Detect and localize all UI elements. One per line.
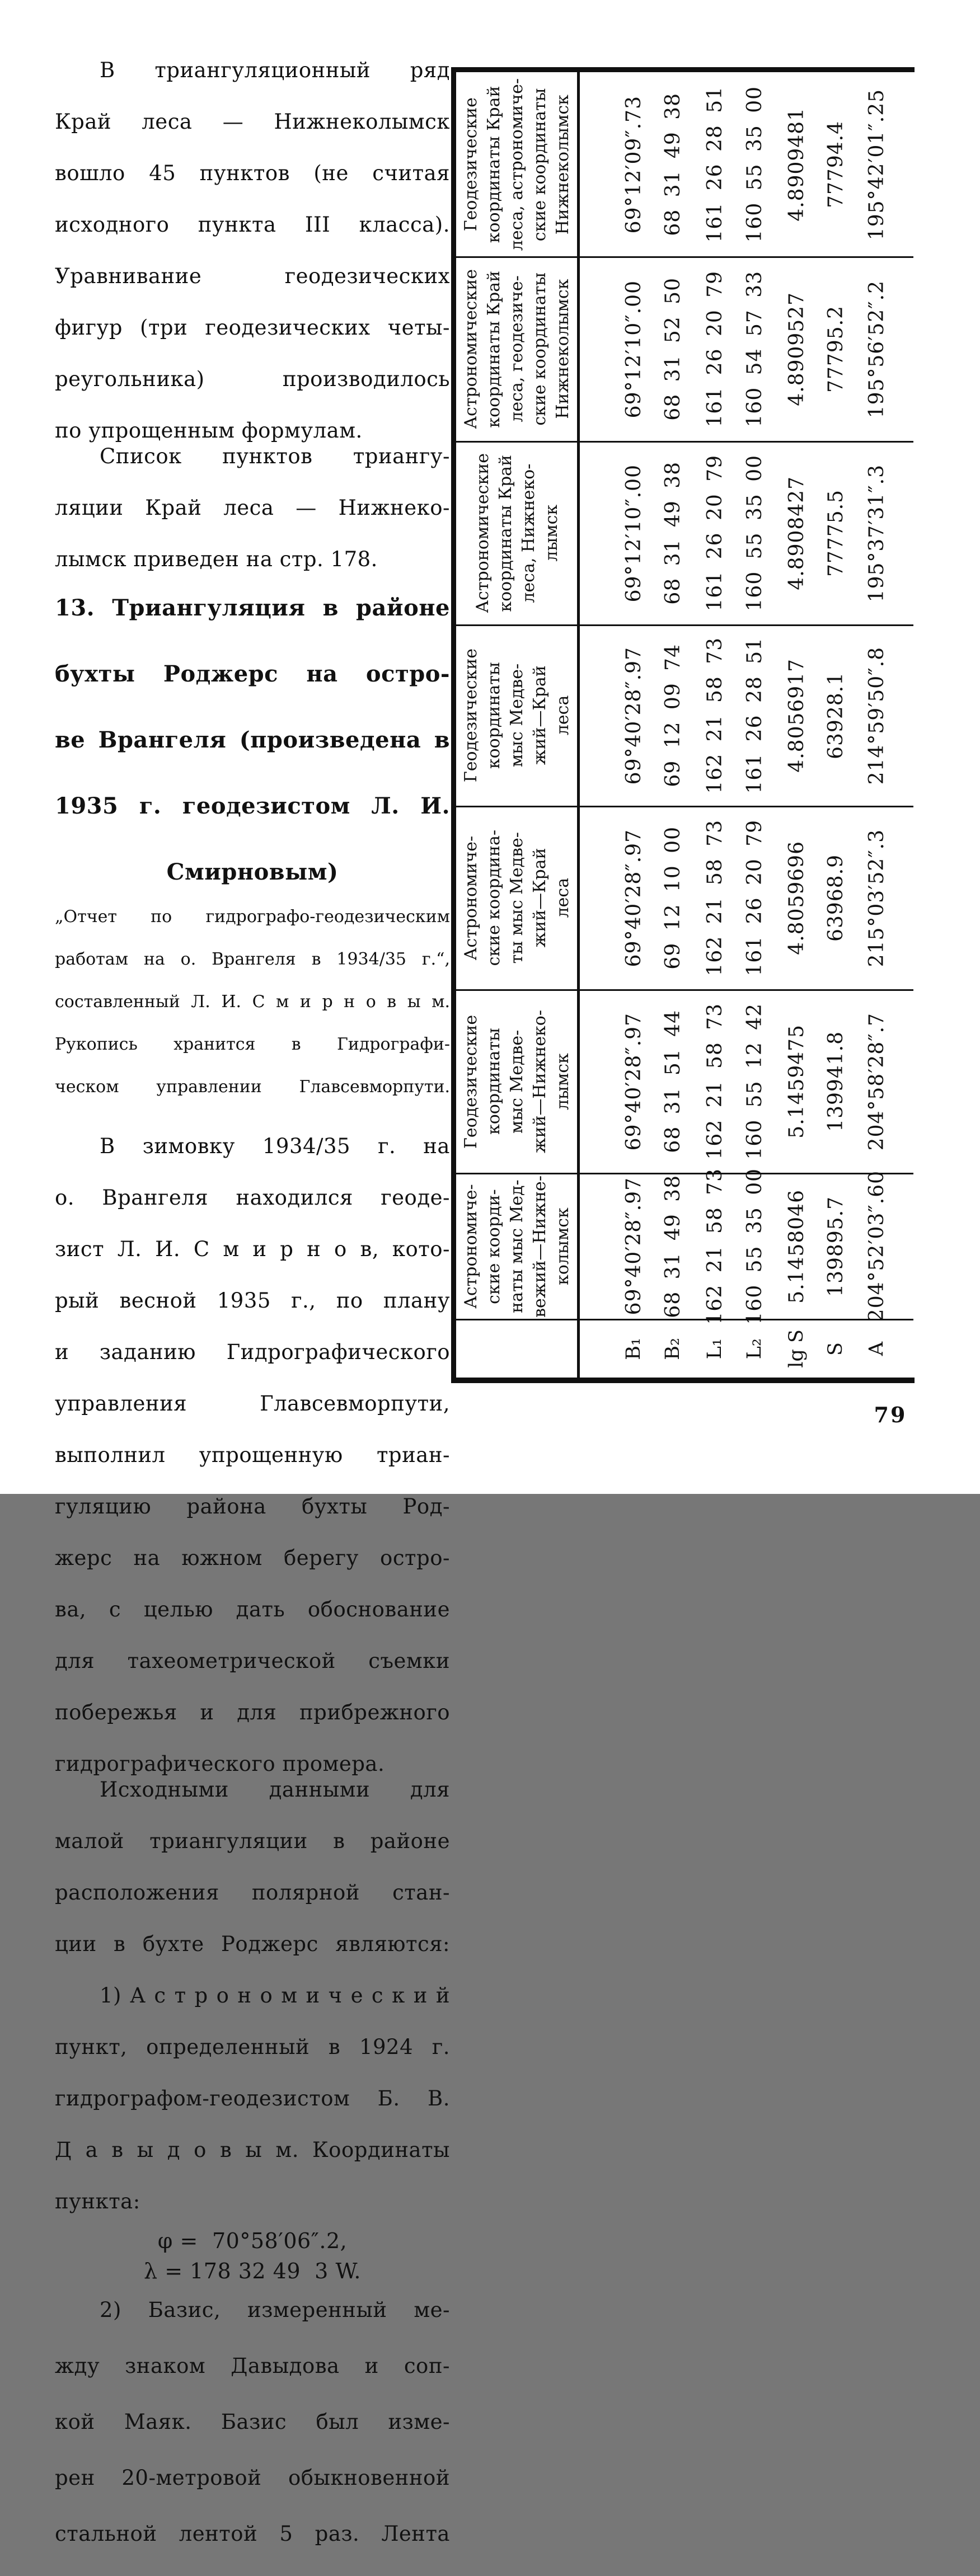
table-value: 5.1459475	[785, 1024, 808, 1139]
table-cell	[653, 443, 692, 624]
text-line: Список пунктов триангу-	[100, 444, 450, 468]
text-line: Исходными данными для	[100, 1778, 450, 1802]
table-cell	[816, 626, 855, 805]
paragraph-2	[55, 444, 450, 572]
page-number: 79	[874, 1402, 907, 1427]
table-cell	[816, 443, 855, 624]
row-label-text: L₁	[704, 1338, 726, 1360]
table-cell	[653, 258, 692, 440]
table-value: 204°58′28″.7	[865, 1012, 888, 1151]
table-border-left	[451, 67, 456, 1383]
text-line: В зимовку 1934/35 г. на	[100, 1134, 450, 1158]
table-border-bottom	[451, 1378, 915, 1383]
table-cell	[857, 991, 896, 1172]
table-value: 162 21 58 73	[703, 1003, 726, 1160]
column-header-text: Геодезические координаты мыс Медве- жий—Нижнеко- лымск	[461, 1009, 573, 1154]
table-cell	[816, 807, 855, 989]
table-cell	[695, 258, 734, 440]
table-cell	[614, 807, 653, 989]
table-cell	[695, 991, 734, 1172]
text-line: вошло 45 пунктов (не считая	[55, 161, 450, 185]
table-value: 161 26 20 79	[703, 455, 726, 612]
column-header	[458, 74, 576, 255]
table-cell	[816, 1174, 855, 1318]
text-line: кой Маяк. Базис был изме-	[55, 2410, 450, 2434]
row-label-text: lg S	[785, 1329, 808, 1368]
column-header	[458, 1175, 576, 1318]
text-line: Уравнивание геодезических	[55, 264, 450, 288]
table-cell	[653, 991, 692, 1172]
table-value: 160 55 35 00	[743, 455, 766, 612]
table-cell	[857, 443, 896, 624]
table-cell	[653, 1174, 692, 1318]
text-line: 1) А с т р о н о м и ч е с к и й	[100, 1983, 450, 2008]
table-value: 4.8908427	[785, 476, 808, 590]
column-header-text: Геодезические координаты мыс Медве- жий—Край леса	[461, 648, 573, 783]
text-line: гидрографического промера.	[55, 1752, 385, 1776]
table-rule	[455, 1319, 913, 1320]
table-value: 160 55 35 00	[743, 86, 766, 243]
table-value: 161 26 20 79	[743, 820, 766, 976]
text-line: бухты Роджерс на остро-	[55, 661, 450, 687]
table-value: 195°37′31″.3	[865, 464, 888, 603]
table-value: 4.8056917	[785, 659, 808, 773]
column-header-text: Астрономические координаты Край леса, Нижнеко- лымск	[472, 453, 561, 613]
table-value: 204°52′03″.60	[865, 1171, 888, 1322]
table-cell	[777, 258, 816, 440]
text-line: зист Л. И. С м и р н о в, кото-	[55, 1237, 450, 1261]
table-value: 68 31 49 38	[661, 93, 684, 236]
table-value: 68 31 49 38	[661, 462, 684, 605]
table-value: 69°40′28″.97	[622, 829, 645, 967]
table-cell	[735, 258, 774, 440]
table-value: 68 31 52 50	[661, 278, 684, 421]
table-value: 68 31 49 38	[661, 1174, 684, 1318]
text-line: фигур (три геодезических четы-	[55, 316, 450, 340]
text-line: стальной лентой 5 раз. Лента	[55, 2522, 450, 2546]
column-header-text: Астрономические координаты Край леса, геодезиче- ские координаты Нижнеколымск	[461, 269, 573, 429]
column-header-text: Астрономиче- ские координа- ты мыс Медве- жий—Край леса	[461, 830, 573, 966]
table-value: 4.8909481	[785, 107, 808, 222]
table-cell	[653, 73, 692, 256]
text-column	[55, 58, 450, 2576]
table-cell	[614, 258, 653, 440]
row-label-text: B₁	[622, 1337, 645, 1360]
table-value: 77795.2	[824, 305, 847, 393]
table-cell	[695, 443, 734, 624]
text-line: Рукопись хранится в Гидрографи-	[55, 1035, 450, 1054]
table-value: 63928.1	[824, 672, 847, 759]
text-line: малой триангуляции в районе	[55, 1829, 450, 1853]
table-value: 69 12 10 00	[661, 826, 684, 970]
text-line: для тахеометрической съемки	[55, 1649, 450, 1673]
table-cell	[695, 73, 734, 256]
row-label-text: S	[824, 1342, 847, 1356]
text-line: о. Врангеля находился геоде-	[55, 1186, 450, 1210]
row-label	[777, 1321, 816, 1376]
table-cell	[857, 1171, 896, 1322]
text-line: Д а в ы д о в ы м. Координаты	[55, 2138, 450, 2162]
text-line: по упрощенным формулам.	[55, 419, 363, 443]
text-line: ва, с целью дать обоснование	[55, 1597, 450, 1621]
paragraph-3	[55, 1134, 450, 1777]
text-line: 1935 г. геодезистом Л. И.	[55, 793, 450, 819]
column-header	[458, 258, 576, 440]
text-line: φ = 70°58′06″.2,	[157, 2229, 348, 2253]
paragraph-1	[55, 58, 450, 444]
table-value: 69°40′28″.97	[622, 1012, 645, 1151]
row-label	[614, 1321, 653, 1376]
text-line: составленный Л. И. С м и р н о в ы м.	[55, 992, 450, 1012]
row-label-text: L₂	[743, 1338, 766, 1360]
table-value: 160 55 35 00	[743, 1168, 766, 1325]
text-line: и заданию Гидрографического	[55, 1340, 450, 1364]
table-cell	[777, 807, 816, 989]
text-line: реугольника) производилось	[55, 367, 450, 391]
table-cell	[777, 991, 816, 1172]
text-line: 13. Триангуляция в районе	[55, 595, 450, 621]
table-value: 4.8909527	[785, 292, 808, 406]
column-header	[458, 991, 576, 1172]
paragraph-5	[55, 2296, 450, 2576]
table-cell	[816, 991, 855, 1172]
table-divider	[577, 69, 580, 1380]
coordinates-formula	[55, 2226, 450, 2286]
text-line: ции в бухте Роджерс являются:	[55, 1932, 450, 1956]
table-cell	[857, 807, 896, 989]
table-cell	[735, 626, 774, 805]
table-cell	[777, 626, 816, 805]
table-value: 160 54 57 33	[743, 271, 766, 427]
table-cell	[695, 626, 734, 805]
row-label-text: B₂	[662, 1337, 684, 1360]
table-cell	[735, 1168, 774, 1325]
table-border-top	[451, 67, 915, 72]
table-value: 214°59′50″.8	[865, 646, 888, 785]
table-cell	[777, 443, 816, 624]
table-cell	[857, 73, 896, 256]
table-value: 215°03′52″.3	[865, 829, 888, 967]
text-line: выполнил упрощенную триан-	[55, 1443, 450, 1467]
table-value: 4.8059696	[785, 841, 808, 955]
text-line: гидрографом-геодезистом Б. В.	[55, 2086, 450, 2110]
table-value: 69°40′28″.97	[622, 646, 645, 785]
column-header-text: Астрономиче- ские коорди- наты мыс Мед- вежий—Нижне- колымск	[461, 1175, 573, 1318]
text-line: ве Врангеля (произведена в	[55, 727, 450, 753]
text-line: пункта:	[55, 2189, 140, 2213]
table-value: 69°12′10″.00	[622, 280, 645, 419]
row-label	[653, 1321, 692, 1376]
table-cell	[695, 807, 734, 989]
text-line: λ = 178 32 49 3 W.	[144, 2259, 361, 2283]
table-value: 160 55 12 42	[743, 1003, 766, 1160]
column-header-text: Геодезические координаты Край леса, астрономиче- ские координаты Нижнеколымск	[461, 78, 573, 251]
table-value: 77775.5	[824, 490, 847, 577]
row-label	[735, 1321, 774, 1376]
table-value: 195°56′52″.2	[865, 280, 888, 419]
text-line: ляции Край леса — Нижнеко-	[55, 496, 450, 520]
text-line: гуляцию района бухты Род-	[55, 1494, 450, 1519]
text-line: Край леса — Нижнеколымск	[55, 110, 450, 134]
table-value: 161 26 28 51	[743, 637, 766, 794]
table-value: 161 26 20 79	[703, 271, 726, 427]
text-line: побережья и для прибрежного	[55, 1700, 450, 1724]
table-cell	[614, 626, 653, 805]
text-line: жду знаком Давыдова и соп-	[55, 2354, 450, 2378]
table-value: 161 26 28 51	[703, 86, 726, 243]
column-header	[458, 808, 576, 988]
table-value: 162 21 58 73	[703, 637, 726, 794]
paragraph-4	[55, 1777, 450, 2215]
table-value: 77794.4	[824, 121, 847, 208]
table-value: 5.1458046	[785, 1189, 808, 1304]
table-value: 69°40′28″.97	[622, 1177, 645, 1315]
table-cell	[777, 73, 816, 256]
table-cell	[735, 443, 774, 624]
text-line: ческом управлении Главсевморпути.	[55, 1077, 450, 1097]
table-cell	[816, 258, 855, 440]
text-line: работам на о. Врангеля в 1934/35 г.“,	[55, 949, 450, 969]
section-heading	[55, 591, 450, 889]
row-label-text: A	[865, 1341, 888, 1356]
column-header	[458, 627, 576, 805]
table-cell	[735, 807, 774, 989]
table-cell	[735, 991, 774, 1172]
table-cell	[735, 73, 774, 256]
table-cell	[816, 73, 855, 256]
text-line: 2) Базис, измеренный ме-	[100, 2298, 450, 2322]
table-value: 162 21 58 73	[703, 1168, 726, 1325]
table-value: 162 21 58 73	[703, 820, 726, 976]
table-cell	[653, 626, 692, 805]
table-cell	[857, 626, 896, 805]
table-value: 139895.7	[824, 1196, 847, 1297]
table-cell	[777, 1174, 816, 1318]
table-value: 195°42′01″.25	[865, 88, 888, 241]
source-note	[55, 906, 450, 1119]
table-cell	[614, 443, 653, 624]
text-line: расположения полярной стан-	[55, 1881, 450, 1905]
column-header	[458, 443, 576, 623]
text-line: управления Главсевморпути,	[55, 1392, 450, 1416]
text-line: лымск приведен на стр. 178.	[55, 547, 378, 571]
row-label	[857, 1321, 896, 1376]
table-cell	[653, 807, 692, 989]
row-label	[816, 1321, 855, 1376]
table-value: 68 31 51 44	[661, 1010, 684, 1153]
table-cell	[695, 1168, 734, 1325]
text-line: „Отчет по гидрографо-геодезическим	[55, 907, 450, 927]
table-value: 69°12′09″.73	[622, 95, 645, 234]
table-cell	[614, 1174, 653, 1318]
table-value: 69°12′10″.00	[622, 464, 645, 603]
table-cell	[614, 73, 653, 256]
text-line: Смирновым)	[166, 859, 339, 885]
table-cell	[614, 991, 653, 1172]
row-label	[695, 1321, 734, 1376]
table-value: 69 12 09 74	[661, 644, 684, 787]
text-line: исходного пункта III класса).	[55, 213, 450, 237]
text-line: В триангуляционный ряд	[100, 58, 450, 82]
text-line: рый весной 1935 г., по плану	[55, 1289, 450, 1313]
table-cell	[857, 258, 896, 440]
text-line: пункт, определенный в 1924 г.	[55, 2035, 450, 2059]
table-value: 63968.9	[824, 854, 847, 942]
text-line: жерс на южном берегу остро-	[55, 1546, 450, 1570]
text-line: рен 20-метровой обыкновенной	[55, 2466, 450, 2490]
table-value: 139941.8	[824, 1031, 847, 1132]
